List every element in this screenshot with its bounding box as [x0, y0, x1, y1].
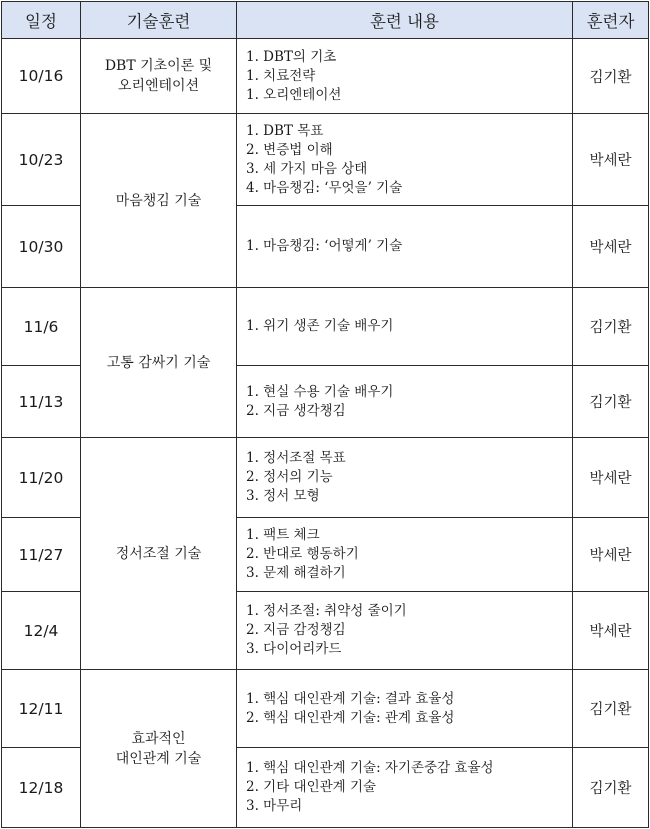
content-list	[246, 48, 572, 105]
trainer-cell: 김기환	[573, 39, 649, 114]
content-list	[246, 383, 572, 421]
content-item: 1. 핵심 대인관계 기술: 결과 효율성	[246, 690, 455, 707]
content-cell	[237, 288, 573, 366]
content-cell	[237, 748, 573, 828]
content-item: 4. 마음챙김: ‘무엇을’ 기술	[246, 179, 403, 196]
content-item: 1. 정서조절: 취약성 줄이기	[246, 603, 407, 619]
content-cell	[237, 518, 573, 592]
trainer-cell: 김기환	[573, 288, 649, 366]
date-cell: 10/16	[2, 39, 81, 114]
content-item: 1. DBT의 기초	[246, 48, 337, 65]
skill-line: 고통 감싸기 기술	[106, 354, 211, 371]
skill-line: 효과적인	[131, 730, 186, 747]
content-item: 3. 다이어리카드	[246, 641, 342, 657]
content-item: 2. 변증법 이해	[246, 141, 333, 158]
content-list	[246, 122, 572, 198]
content-item: 1. 정서조절 목표	[246, 450, 346, 466]
content-item: 1. 마음챙김: ‘어떻게’ 기술	[246, 238, 403, 254]
content-cell	[237, 670, 573, 748]
trainer-cell: 박세란	[573, 592, 649, 670]
content-list	[246, 449, 572, 506]
skill-cell	[81, 288, 237, 438]
training-schedule-table	[1, 1, 649, 828]
content-item: 1. 팩트 체크	[246, 527, 320, 543]
skill-line: 마음챙김 기술	[115, 192, 202, 209]
header-content: 훈련 내용	[237, 2, 573, 39]
content-item: 2. 반대로 행동하기	[246, 546, 359, 562]
content-item: 1. 현실 수용 기술 배우기	[246, 383, 394, 400]
content-list	[246, 602, 572, 659]
trainer-cell: 김기환	[573, 670, 649, 748]
content-cell	[237, 438, 573, 518]
table-row	[2, 670, 649, 748]
content-item: 1. DBT 목표	[246, 122, 324, 139]
content-cell	[237, 366, 573, 438]
content-cell	[237, 206, 573, 288]
skill-line: 오리엔테이션	[117, 78, 200, 94]
content-item: 2. 지금 감정챙김	[246, 622, 346, 638]
skill-cell	[81, 670, 237, 828]
date-cell: 11/13	[2, 366, 81, 438]
skill-line: DBT 기초이론 및	[104, 58, 213, 74]
content-list	[246, 526, 572, 583]
header-trainer: 훈련자	[573, 2, 649, 39]
content-item: 3. 문제 해결하기	[246, 565, 346, 581]
skill-cell	[81, 39, 237, 114]
content-item: 2. 지금 생각챙김	[246, 402, 346, 419]
date-cell: 12/4	[2, 592, 81, 670]
date-cell: 11/27	[2, 518, 81, 592]
trainer-cell: 박세란	[573, 114, 649, 206]
skill-line: 대인관계 기술	[115, 750, 202, 767]
content-item: 2. 정서의 기능	[246, 469, 333, 485]
date-cell: 10/30	[2, 206, 81, 288]
date-cell: 12/18	[2, 748, 81, 828]
table-row	[2, 114, 649, 206]
content-item: 1. 핵심 대인관계 기술: 자기존중감 효율성	[246, 760, 494, 776]
header-skill: 기술훈련	[81, 2, 237, 39]
table-row	[2, 39, 649, 114]
content-item: 1. 위기 생존 기술 배우기	[246, 318, 394, 334]
content-list	[246, 237, 572, 256]
trainer-cell: 박세란	[573, 438, 649, 518]
content-list	[246, 759, 572, 816]
content-item: 3. 세 가지 마음 상태	[246, 160, 368, 177]
content-item: 3. 정서 모형	[246, 488, 320, 504]
trainer-cell: 김기환	[573, 748, 649, 828]
trainer-cell: 박세란	[573, 518, 649, 592]
header-date: 일정	[2, 2, 81, 39]
content-cell	[237, 114, 573, 206]
table-header-row	[2, 2, 649, 39]
content-list	[246, 317, 572, 336]
date-cell: 12/11	[2, 670, 81, 748]
date-cell: 11/20	[2, 438, 81, 518]
content-cell	[237, 592, 573, 670]
skill-cell	[81, 114, 237, 288]
table-row	[2, 288, 649, 366]
content-list	[246, 690, 572, 728]
content-item: 2. 기타 대인관계 기술	[246, 779, 377, 795]
content-item: 3. 마무리	[246, 798, 303, 814]
content-item: 1. 오리엔테이션	[246, 86, 342, 103]
date-cell: 10/23	[2, 114, 81, 206]
date-cell: 11/6	[2, 288, 81, 366]
table-row	[2, 438, 649, 518]
content-item: 2. 핵심 대인관계 기술: 관계 효율성	[246, 709, 455, 726]
trainer-cell: 김기환	[573, 366, 649, 438]
skill-line: 정서조절 기술	[115, 545, 202, 562]
skill-cell	[81, 438, 237, 670]
content-cell	[237, 39, 573, 114]
trainer-cell: 박세란	[573, 206, 649, 288]
content-item: 1. 치료전략	[246, 67, 316, 84]
